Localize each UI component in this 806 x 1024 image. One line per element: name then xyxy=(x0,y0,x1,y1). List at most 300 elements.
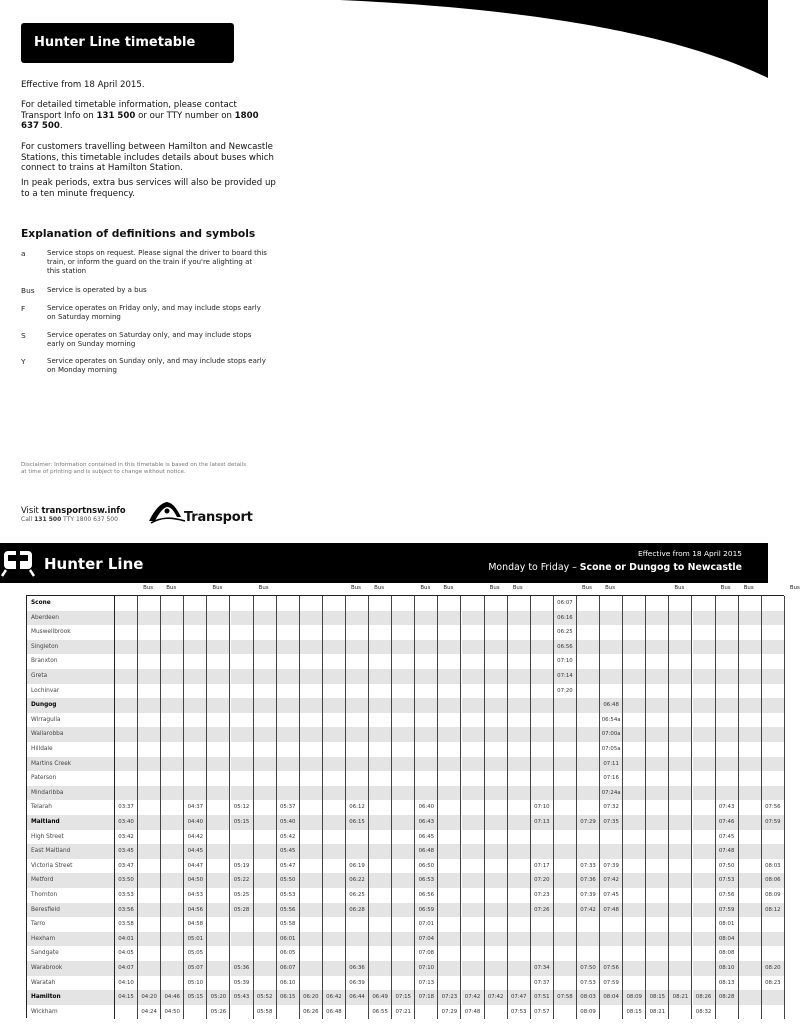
time-cell xyxy=(508,698,531,713)
time-cell xyxy=(508,946,531,961)
time-cell xyxy=(323,727,346,742)
time-cell xyxy=(277,669,300,684)
time-cell xyxy=(161,669,184,684)
time-cell xyxy=(531,669,554,684)
time-cell xyxy=(623,771,646,786)
time-cell xyxy=(485,669,508,684)
hunter-line-header xyxy=(0,543,768,583)
time-cell xyxy=(669,684,692,699)
visit-website: Visit transportnsw.info xyxy=(21,505,126,515)
time-cell xyxy=(415,757,438,772)
time-cell xyxy=(739,961,762,976)
time-cell: 04:10 xyxy=(115,976,138,991)
time-cell xyxy=(508,800,531,815)
time-cell xyxy=(369,815,392,830)
time-cell xyxy=(739,859,762,874)
time-cell xyxy=(739,815,762,830)
time-cell xyxy=(438,932,461,947)
time-cell xyxy=(277,742,300,757)
time-cell xyxy=(577,713,600,728)
time-cell xyxy=(300,640,323,655)
time-cell: 07:36 xyxy=(577,873,600,888)
time-cell xyxy=(693,932,716,947)
time-cell xyxy=(508,932,531,947)
time-cell xyxy=(115,611,138,626)
time-cell xyxy=(254,596,277,611)
table-row xyxy=(27,713,785,728)
time-cell xyxy=(369,625,392,640)
time-cell xyxy=(462,771,485,786)
time-cell xyxy=(508,873,531,888)
time-cell xyxy=(277,611,300,626)
time-cell xyxy=(369,669,392,684)
time-cell xyxy=(554,815,577,830)
time-cell xyxy=(577,844,600,859)
time-cell xyxy=(646,903,669,918)
time-cell xyxy=(369,727,392,742)
time-cell xyxy=(693,625,716,640)
time-cell xyxy=(577,611,600,626)
time-cell: 06:44 xyxy=(346,990,369,1005)
time-cell xyxy=(693,961,716,976)
time-cell xyxy=(207,859,230,874)
time-cell xyxy=(739,698,762,713)
time-cell xyxy=(739,932,762,947)
time-cell: 07:59 xyxy=(600,976,623,991)
time-cell xyxy=(138,815,161,830)
time-cell xyxy=(554,961,577,976)
time-cell: 05:56 xyxy=(277,903,300,918)
time-cell xyxy=(300,727,323,742)
time-cell xyxy=(415,727,438,742)
transport-logo-text: Transport xyxy=(184,510,253,525)
time-cell xyxy=(300,742,323,757)
time-cell xyxy=(161,654,184,669)
time-cell xyxy=(739,713,762,728)
time-cell xyxy=(669,888,692,903)
time-cell xyxy=(762,596,785,611)
time-cell: 03:37 xyxy=(115,800,138,815)
time-cell xyxy=(323,625,346,640)
time-cell xyxy=(739,640,762,655)
time-cell: 06:39 xyxy=(346,976,369,991)
time-cell xyxy=(415,625,438,640)
time-cell xyxy=(531,771,554,786)
time-cell xyxy=(323,903,346,918)
time-cell: 07:57 xyxy=(531,1005,554,1020)
time-cell xyxy=(716,698,739,713)
time-cell xyxy=(508,654,531,669)
time-cell xyxy=(231,844,254,859)
time-cell xyxy=(392,596,415,611)
time-cell xyxy=(300,669,323,684)
time-cell xyxy=(739,990,762,1005)
time-cell xyxy=(508,669,531,684)
time-cell xyxy=(369,976,392,991)
time-cell xyxy=(277,596,300,611)
time-cell xyxy=(693,976,716,991)
time-cell: 08:10 xyxy=(716,961,739,976)
time-cell xyxy=(415,742,438,757)
time-cell xyxy=(138,917,161,932)
time-cell: 05:45 xyxy=(277,844,300,859)
time-cell xyxy=(207,873,230,888)
time-cell: 06:10 xyxy=(277,976,300,991)
time-cell xyxy=(115,727,138,742)
table-row xyxy=(27,625,785,640)
time-cell xyxy=(346,684,369,699)
table-row xyxy=(27,640,785,655)
table-row xyxy=(27,654,785,669)
time-cell: 07:48 xyxy=(600,903,623,918)
time-cell xyxy=(254,771,277,786)
time-cell: 07:10 xyxy=(415,961,438,976)
time-cell: 04:45 xyxy=(184,844,207,859)
time-cell xyxy=(184,669,207,684)
time-cell: 07:53 xyxy=(716,873,739,888)
time-cell xyxy=(531,786,554,801)
time-cell xyxy=(184,786,207,801)
time-cell xyxy=(323,611,346,626)
bus-label: Bus xyxy=(674,585,685,591)
time-cell xyxy=(438,917,461,932)
time-cell xyxy=(485,742,508,757)
time-cell xyxy=(115,757,138,772)
bus-label: Bus xyxy=(212,585,223,591)
time-cell xyxy=(300,800,323,815)
table-row xyxy=(27,786,785,801)
time-cell xyxy=(369,757,392,772)
time-cell xyxy=(508,961,531,976)
time-cell xyxy=(415,786,438,801)
time-cell xyxy=(277,698,300,713)
phone-number: 131 500 xyxy=(96,110,136,121)
time-cell: 06:16 xyxy=(554,611,577,626)
time-cell xyxy=(762,698,785,713)
station-name: Muswellbrook xyxy=(27,625,115,640)
time-cell: 07:35 xyxy=(600,815,623,830)
time-cell xyxy=(369,903,392,918)
time-cell xyxy=(646,815,669,830)
time-cell xyxy=(508,611,531,626)
time-cell: 07:46 xyxy=(716,815,739,830)
time-cell xyxy=(392,917,415,932)
time-cell xyxy=(323,654,346,669)
time-cell xyxy=(438,611,461,626)
time-cell xyxy=(485,976,508,991)
time-cell: 06:07 xyxy=(277,961,300,976)
time-cell xyxy=(531,713,554,728)
time-cell xyxy=(392,946,415,961)
time-cell xyxy=(323,844,346,859)
time-cell xyxy=(462,888,485,903)
time-cell xyxy=(716,640,739,655)
time-cell: 07:42 xyxy=(600,873,623,888)
time-cell xyxy=(462,654,485,669)
time-cell xyxy=(462,669,485,684)
time-cell xyxy=(207,654,230,669)
time-cell xyxy=(762,771,785,786)
route-label: Monday to Friday – Scone or Dungog to Newcastle xyxy=(488,562,742,573)
bus-label: Bus xyxy=(489,585,500,591)
time-cell xyxy=(231,727,254,742)
table-row xyxy=(27,771,785,786)
time-cell: 06:55 xyxy=(369,1005,392,1020)
time-cell: 06:07 xyxy=(554,596,577,611)
time-cell: 08:23 xyxy=(762,976,785,991)
time-cell xyxy=(346,698,369,713)
time-cell xyxy=(346,596,369,611)
time-cell: 04:58 xyxy=(184,917,207,932)
time-cell xyxy=(161,640,184,655)
time-cell xyxy=(762,625,785,640)
time-cell xyxy=(716,742,739,757)
timetable-title: Hunter Line timetable xyxy=(21,23,234,63)
time-cell xyxy=(577,698,600,713)
time-cell xyxy=(462,830,485,845)
time-cell xyxy=(623,786,646,801)
time-cell xyxy=(508,757,531,772)
time-cell xyxy=(716,596,739,611)
time-cell: 07:50 xyxy=(577,961,600,976)
time-cell xyxy=(508,903,531,918)
time-cell xyxy=(392,771,415,786)
time-cell xyxy=(554,742,577,757)
time-cell: 07:08 xyxy=(415,946,438,961)
time-cell xyxy=(531,698,554,713)
time-cell xyxy=(207,771,230,786)
time-cell xyxy=(207,713,230,728)
time-cell xyxy=(184,1005,207,1020)
time-cell xyxy=(300,844,323,859)
time-cell xyxy=(161,815,184,830)
time-cell: 04:24 xyxy=(138,1005,161,1020)
effective-date: Effective from 18 April 2015. xyxy=(21,80,145,90)
time-cell xyxy=(508,830,531,845)
time-cell xyxy=(623,640,646,655)
time-cell xyxy=(254,654,277,669)
time-cell xyxy=(485,946,508,961)
time-cell xyxy=(438,873,461,888)
station-name: Aberdeen xyxy=(27,611,115,626)
time-cell xyxy=(254,757,277,772)
time-cell xyxy=(138,654,161,669)
bus-label: Bus xyxy=(258,585,269,591)
time-cell xyxy=(762,727,785,742)
time-cell: 07:53 xyxy=(508,1005,531,1020)
time-cell xyxy=(716,771,739,786)
time-cell xyxy=(554,800,577,815)
bus-label: Bus xyxy=(420,585,431,591)
time-cell xyxy=(693,859,716,874)
time-cell xyxy=(531,742,554,757)
time-cell: 06:43 xyxy=(415,815,438,830)
station-name: Greta xyxy=(27,669,115,684)
time-cell: 07:26 xyxy=(531,903,554,918)
time-cell xyxy=(554,698,577,713)
time-cell xyxy=(207,640,230,655)
time-cell xyxy=(462,742,485,757)
time-cell xyxy=(138,611,161,626)
time-cell: 08:13 xyxy=(716,976,739,991)
time-cell: 06:48 xyxy=(600,698,623,713)
definition-f: F Service operates on Friday only, and may include stops early on Saturday morning xyxy=(21,304,261,321)
time-cell xyxy=(646,669,669,684)
time-cell xyxy=(369,946,392,961)
time-cell xyxy=(485,625,508,640)
time-cell: 07:50 xyxy=(716,859,739,874)
time-cell: 05:15 xyxy=(231,815,254,830)
time-cell xyxy=(323,830,346,845)
time-cell xyxy=(231,669,254,684)
time-cell xyxy=(115,684,138,699)
time-cell xyxy=(531,727,554,742)
time-cell xyxy=(184,625,207,640)
station-name: Beresfield xyxy=(27,903,115,918)
time-cell xyxy=(254,961,277,976)
time-cell xyxy=(716,1005,739,1020)
time-cell: 07:01 xyxy=(415,917,438,932)
time-cell xyxy=(207,946,230,961)
time-cell xyxy=(138,713,161,728)
definition-bus: Bus Service is operated by a bus xyxy=(21,286,147,295)
time-cell: 07:58 xyxy=(554,990,577,1005)
time-cell xyxy=(254,713,277,728)
time-cell xyxy=(693,888,716,903)
time-cell xyxy=(161,976,184,991)
time-cell xyxy=(462,815,485,830)
time-cell xyxy=(207,698,230,713)
station-name: Lochinvar xyxy=(27,684,115,699)
time-cell xyxy=(438,727,461,742)
time-cell xyxy=(600,844,623,859)
time-cell xyxy=(392,727,415,742)
time-cell xyxy=(207,961,230,976)
table-row xyxy=(27,859,785,874)
time-cell xyxy=(254,727,277,742)
time-cell xyxy=(462,961,485,976)
time-cell xyxy=(392,611,415,626)
time-cell xyxy=(207,611,230,626)
time-cell xyxy=(115,669,138,684)
website-link[interactable]: transportnsw.info xyxy=(41,505,126,515)
time-cell xyxy=(277,727,300,742)
time-cell xyxy=(577,640,600,655)
time-cell xyxy=(207,830,230,845)
time-cell xyxy=(554,757,577,772)
time-cell: 08:21 xyxy=(669,990,692,1005)
time-cell: 07:10 xyxy=(554,654,577,669)
time-cell: 06:48 xyxy=(415,844,438,859)
time-cell: 07:59 xyxy=(716,903,739,918)
time-cell xyxy=(438,903,461,918)
time-cell xyxy=(207,669,230,684)
time-cell xyxy=(438,669,461,684)
time-cell: 05:05 xyxy=(184,946,207,961)
time-cell xyxy=(323,800,346,815)
time-cell xyxy=(254,742,277,757)
time-cell xyxy=(346,786,369,801)
time-cell xyxy=(485,859,508,874)
time-cell xyxy=(577,757,600,772)
time-cell xyxy=(254,800,277,815)
time-cell xyxy=(669,757,692,772)
time-cell xyxy=(716,625,739,640)
time-cell xyxy=(346,946,369,961)
time-cell xyxy=(161,684,184,699)
time-cell: 07:45 xyxy=(716,830,739,845)
time-cell xyxy=(693,946,716,961)
time-cell: 07:20 xyxy=(554,684,577,699)
time-cell xyxy=(531,917,554,932)
time-cell: 05:47 xyxy=(277,859,300,874)
time-cell: 08:04 xyxy=(600,990,623,1005)
time-cell: 07:42 xyxy=(462,990,485,1005)
table-row xyxy=(27,873,785,888)
time-cell xyxy=(369,713,392,728)
time-cell xyxy=(369,917,392,932)
time-cell xyxy=(138,976,161,991)
time-cell xyxy=(693,830,716,845)
time-cell xyxy=(577,684,600,699)
time-cell: 08:20 xyxy=(762,961,785,976)
time-cell xyxy=(323,888,346,903)
table-row xyxy=(27,757,785,772)
time-cell: 06:05 xyxy=(277,946,300,961)
time-cell xyxy=(438,596,461,611)
time-cell xyxy=(254,873,277,888)
time-cell xyxy=(392,800,415,815)
time-cell xyxy=(669,625,692,640)
time-cell xyxy=(739,903,762,918)
time-cell xyxy=(485,786,508,801)
time-cell xyxy=(277,771,300,786)
time-cell xyxy=(392,976,415,991)
time-cell xyxy=(254,917,277,932)
station-name: Wallarobba xyxy=(27,727,115,742)
time-cell: 04:53 xyxy=(184,888,207,903)
time-cell xyxy=(531,684,554,699)
time-cell xyxy=(300,976,323,991)
time-cell: 04:07 xyxy=(115,961,138,976)
time-cell xyxy=(300,888,323,903)
time-cell xyxy=(323,757,346,772)
time-cell xyxy=(254,976,277,991)
time-cell xyxy=(161,844,184,859)
time-cell xyxy=(115,1005,138,1020)
time-cell xyxy=(646,698,669,713)
line-name: Hunter Line xyxy=(44,555,144,573)
time-cell xyxy=(693,771,716,786)
time-cell xyxy=(231,713,254,728)
time-cell xyxy=(462,640,485,655)
time-cell xyxy=(115,640,138,655)
time-cell xyxy=(138,786,161,801)
time-cell xyxy=(254,903,277,918)
time-cell: 05:36 xyxy=(231,961,254,976)
time-cell xyxy=(739,757,762,772)
time-cell xyxy=(323,771,346,786)
time-cell xyxy=(392,844,415,859)
time-cell xyxy=(207,684,230,699)
time-cell xyxy=(138,698,161,713)
time-cell xyxy=(485,830,508,845)
bus-label: Bus xyxy=(605,585,616,591)
timetable-grid xyxy=(26,595,784,1018)
table-row xyxy=(27,596,785,611)
contact-info: For detailed timetable information, please contact Transport Info on 131 500 or our TTY number on 1800 637 500. xyxy=(21,100,259,132)
time-cell xyxy=(346,727,369,742)
